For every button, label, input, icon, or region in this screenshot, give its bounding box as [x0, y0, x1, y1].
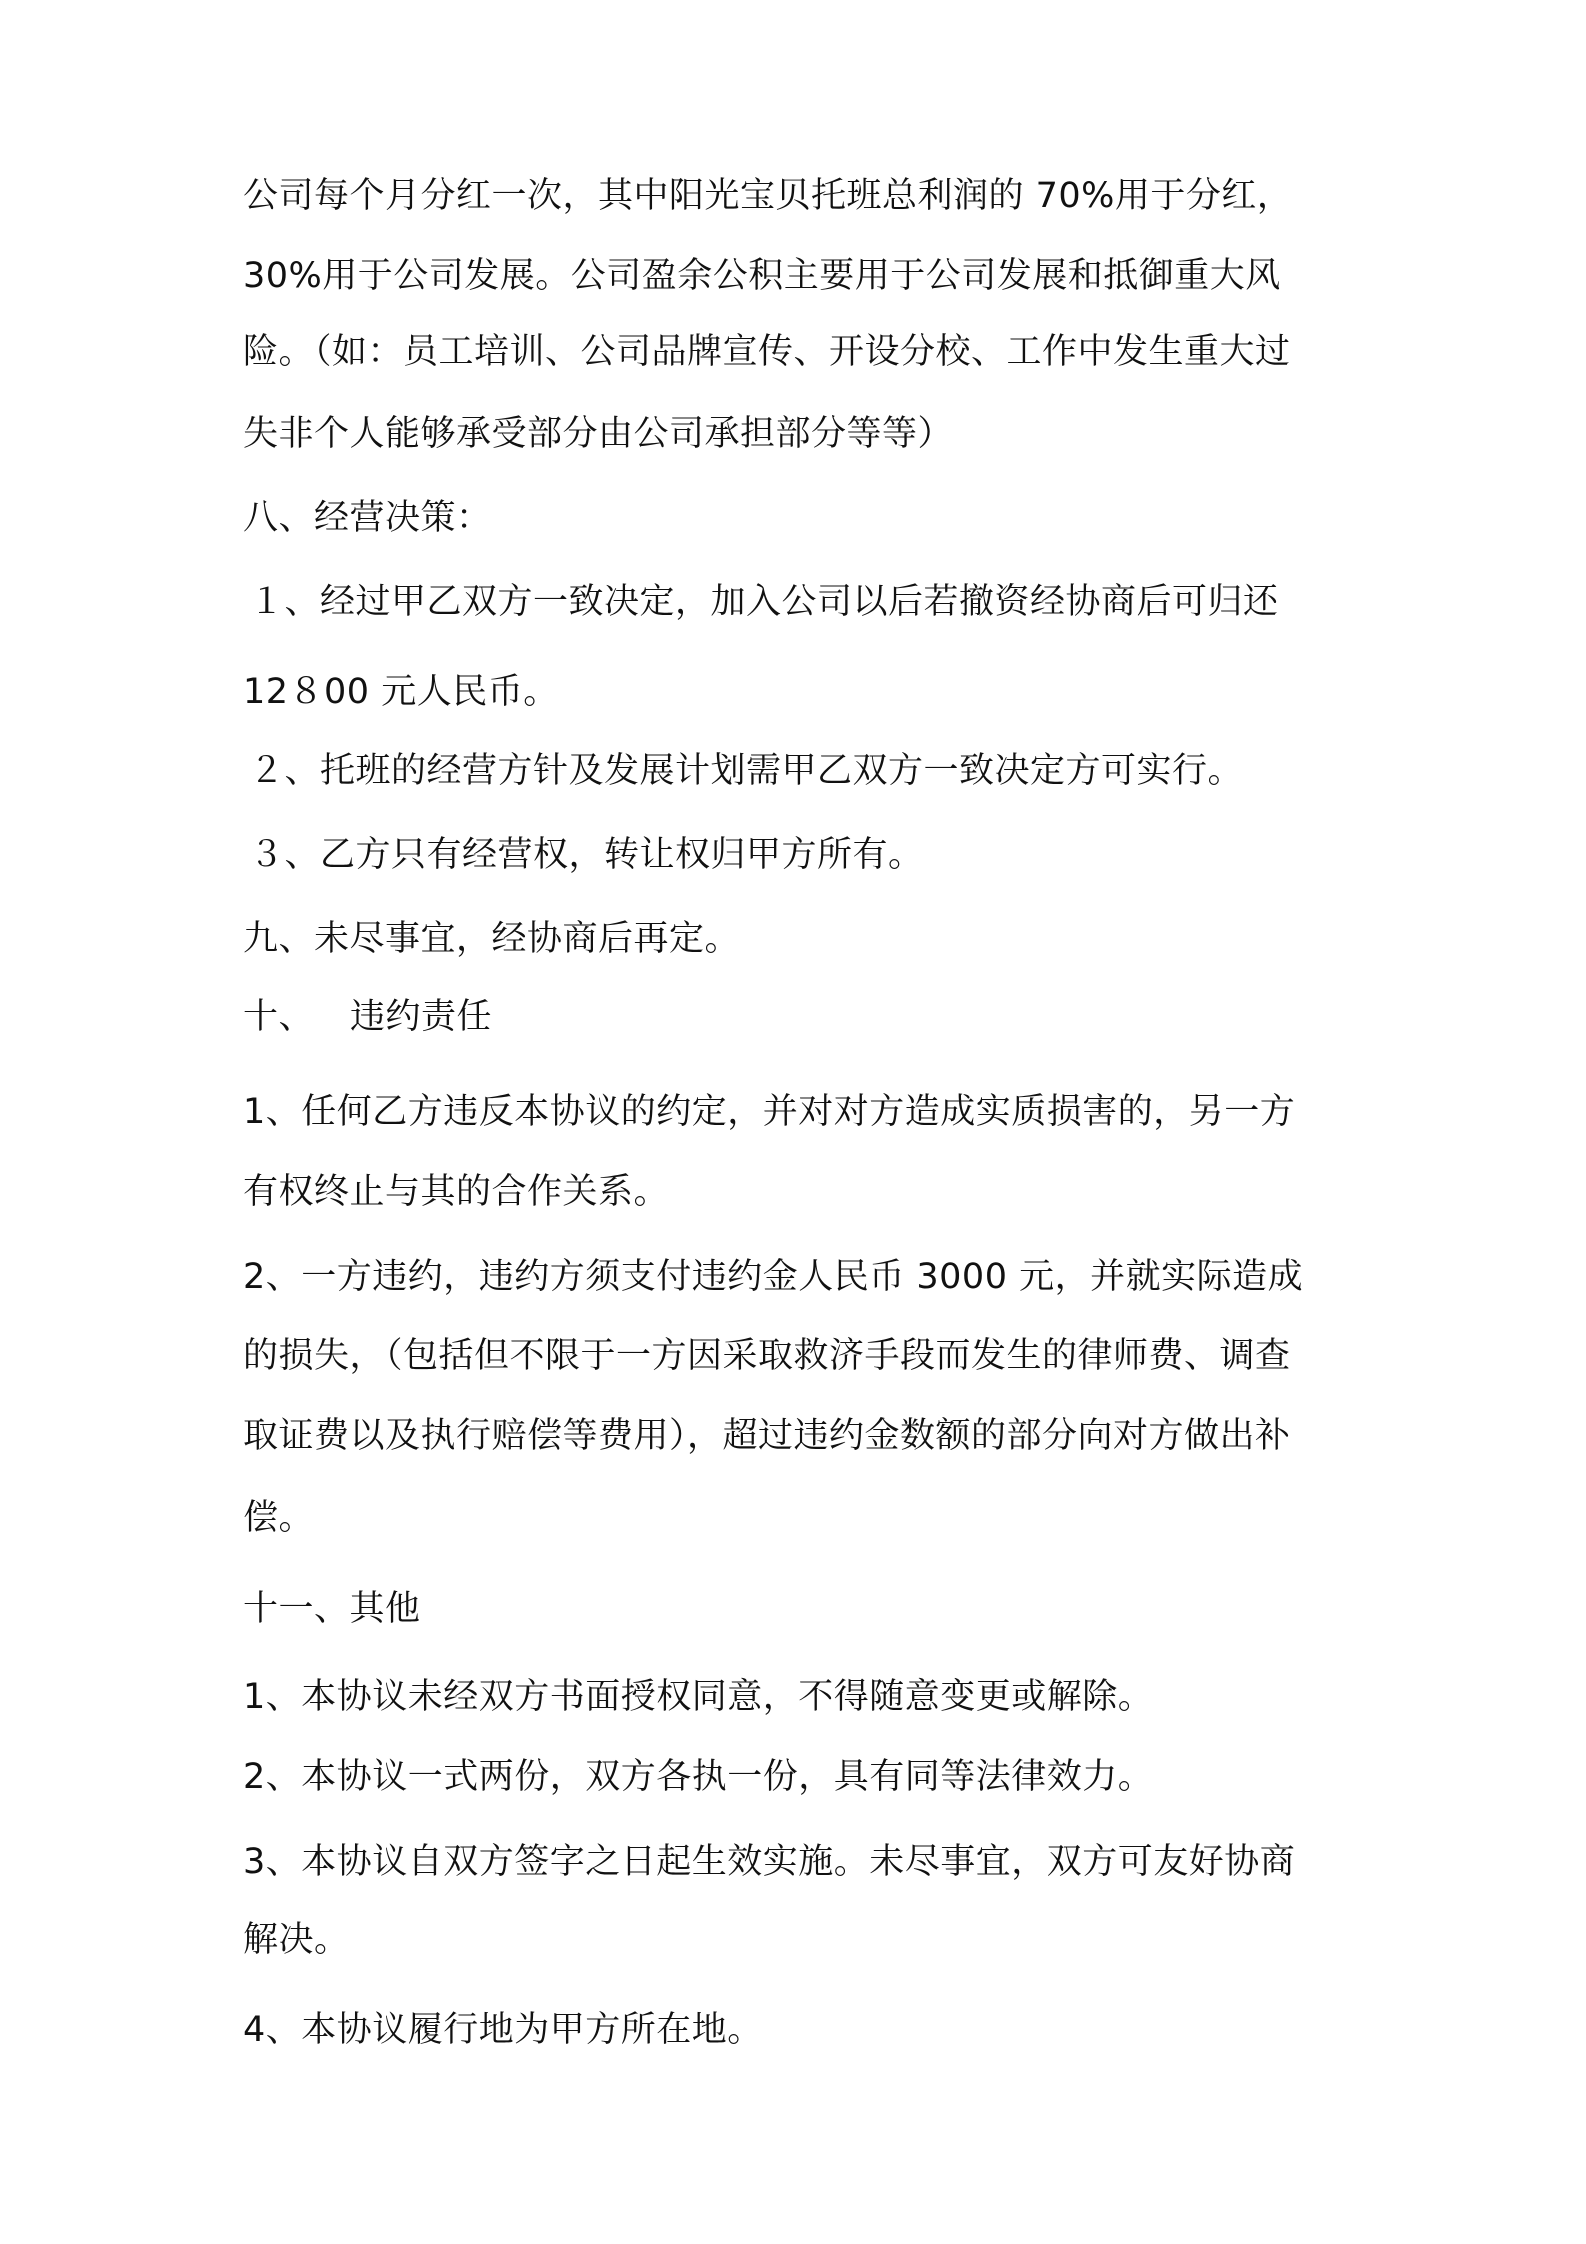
section-number: 十、: [243, 997, 315, 1037]
list-item-continuation: 偿。: [243, 1498, 315, 1538]
list-item-continuation: 12８00 元人民币。: [243, 672, 559, 712]
list-item-continuation: 的损失，（包括但不限于一方因采取救济手段而发生的律师费、调查: [243, 1336, 1291, 1376]
paragraph-line: 30%用于公司发展。公司盈余公积主要用于公司发展和抵御重大风: [243, 256, 1281, 296]
list-item: 1、任何乙方违反本协议的约定，并对对方造成实质损害的，另一方: [243, 1092, 1296, 1132]
list-item: １、经过甲乙双方一致决定，加入公司以后若撤资经协商后可归还: [249, 582, 1279, 622]
list-item-continuation: 有权终止与其的合作关系。: [243, 1172, 670, 1212]
list-item: 2、本协议一式两份，双方各执一份，具有同等法律效力。: [243, 1757, 1154, 1797]
list-item: ３、乙方只有经营权，转让权归甲方所有。: [249, 835, 924, 875]
paragraph-line: 险。（如：员工培训、公司品牌宣传、开设分校、工作中发生重大过: [243, 332, 1291, 372]
list-item: ２、托班的经营方针及发展计划需甲乙双方一致决定方可实行。: [249, 751, 1244, 791]
list-item: 4、本协议履行地为甲方所在地。: [243, 2010, 763, 2050]
section-title: 违约责任: [350, 997, 493, 1037]
list-item: 2、一方违约，违约方须支付违约金人民币 3000 元，并就实际造成: [243, 1257, 1304, 1297]
section-heading: 八、经营决策：: [243, 498, 492, 538]
list-item: 3、本协议自双方签字之日起生效实施。未尽事宜，双方可友好协商: [243, 1842, 1296, 1882]
list-item-continuation: 解决。: [243, 1920, 350, 1960]
section-heading: 十一、其他: [243, 1589, 421, 1629]
section-heading: [243, 995, 492, 1039]
list-item-continuation: 取证费以及执行赔偿等费用），超过违约金数额的部分向对方做出补: [243, 1416, 1291, 1456]
section-heading: 九、未尽事宜，经协商后再定。: [243, 919, 741, 959]
paragraph-line: 失非个人能够承受部分由公司承担部分等等）: [243, 414, 954, 454]
paragraph-line: 公司每个月分红一次，其中阳光宝贝托班总利润的 70%用于分红，: [243, 176, 1293, 216]
list-item: 1、本协议未经双方书面授权同意，不得随意变更或解除。: [243, 1677, 1154, 1717]
